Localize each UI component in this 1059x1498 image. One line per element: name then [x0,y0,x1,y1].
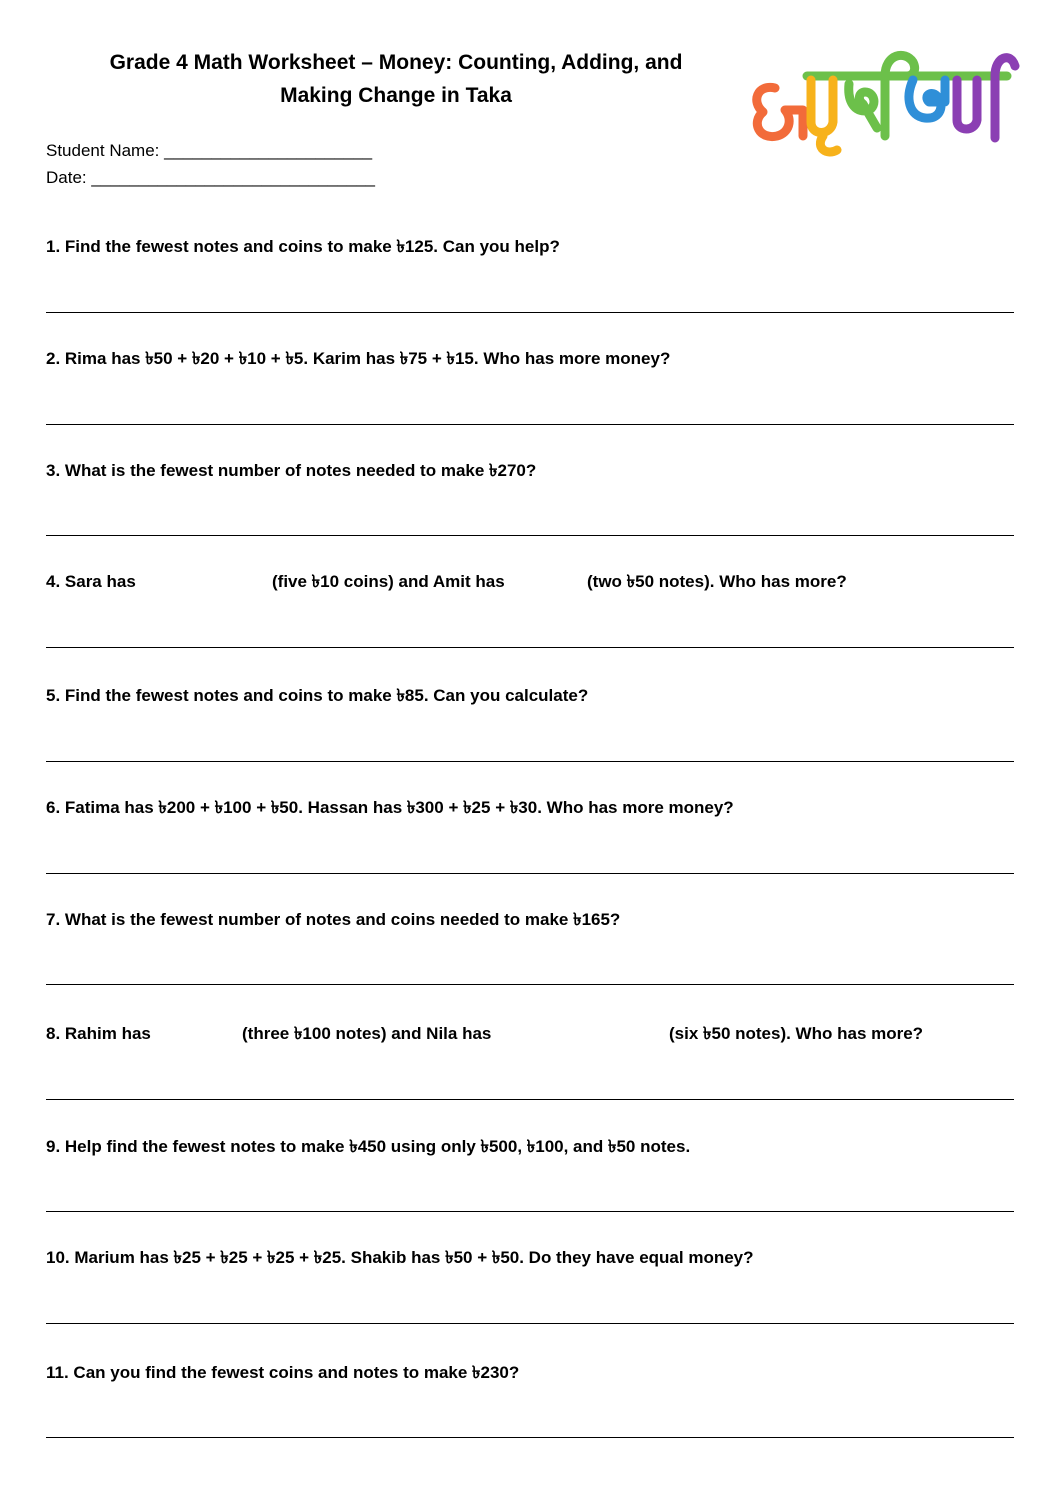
answer-line-1[interactable] [46,312,1014,313]
answer-line-8[interactable] [46,1099,1014,1100]
worksheet-title [46,46,746,112]
logo-u-kar [820,136,837,152]
anushiloni-logo [745,40,1020,160]
question-6: 6. Fatima has ৳200 + ৳100 + ৳50. Hassan has ৳300 + ৳25 + ৳30. Who has more money? [46,798,734,817]
answer-line-6[interactable] [46,873,1014,874]
student-name-field[interactable]: Student Name: ______________________ [46,141,373,160]
answer-line-11[interactable] [46,1437,1014,1438]
question-8-part-3: (six ৳50 notes). Who has more? [669,1024,924,1043]
logo-letter-la [909,80,945,118]
answer-line-3[interactable] [46,535,1014,536]
logo-letter-a [757,87,803,136]
question-8-part-2: (three ৳100 notes) and Nila has [242,1024,492,1043]
question-7: 7. What is the fewest number of notes and coins needed to make ৳165? [46,910,621,929]
question-8-part-1: 8. Rahim has [46,1024,151,1043]
date-field[interactable]: Date: ______________________________ [46,168,375,187]
answer-line-2[interactable] [46,424,1014,425]
question-3: 3. What is the fewest number of notes needed to make ৳270? [46,461,537,480]
question-10: 10. Marium has ৳25 + ৳25 + ৳25 + ৳25. Shakib has ৳50 + ৳50. Do they have equal money? [46,1248,754,1267]
question-1: 1. Find the fewest notes and coins to make ৳125. Can you help? [46,237,560,256]
question-4 [46,571,1014,593]
title-line-2: Making Change in Taka [280,84,512,107]
answer-line-10[interactable] [46,1323,1014,1324]
question-8 [46,1023,1014,1045]
question-11: 11. Can you find the fewest coins and notes to make ৳230? [46,1363,520,1382]
answer-line-7[interactable] [46,984,1014,985]
question-2: 2. Rima has ৳50 + ৳20 + ৳10 + ৳5. Karim has ৳75 + ৳15. Who has more money? [46,349,671,368]
logo-letter-nu [811,80,833,133]
question-5: 5. Find the fewest notes and coins to make ৳85. Can you calculate? [46,686,589,705]
question-4-part-1: 4. Sara has [46,572,136,591]
answer-line-5[interactable] [46,761,1014,762]
answer-line-9[interactable] [46,1211,1014,1212]
logo-letter-ni [957,76,995,138]
question-4-part-3: (two ৳50 notes). Who has more? [587,572,847,591]
question-4-part-2: (five ৳10 coins) and Amit has [272,572,505,591]
title-line-1: Grade 4 Math Worksheet – Money: Counting, Adding, and [109,51,683,74]
logo-letter-shi [849,76,885,136]
answer-line-4[interactable] [46,647,1014,648]
question-9: 9. Help find the fewest notes to make ৳450 using only ৳500, ৳100, and ৳50 notes. [46,1137,691,1156]
